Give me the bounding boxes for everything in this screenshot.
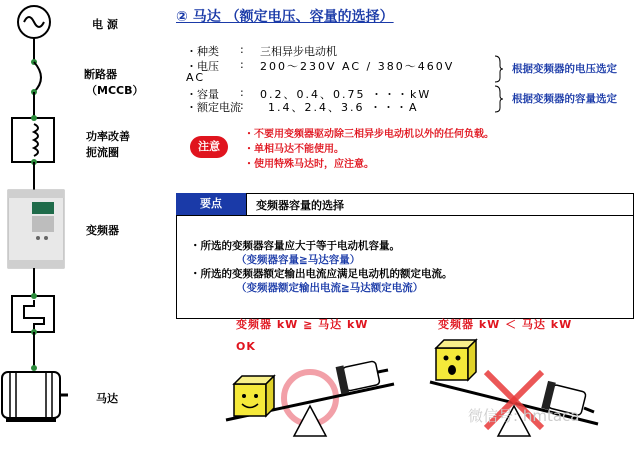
keypoint-tag: 要点 [176, 193, 247, 215]
caution-badge: 注意 [190, 136, 228, 158]
spec-voltage-cont: AC [186, 71, 206, 84]
spec-voltage-value: 200～230V AC / 380～460V [260, 60, 455, 73]
spec-type-label: ・种类 [186, 45, 219, 58]
label-reactor-line2: 扼流圈 [86, 146, 119, 159]
caution-line-1: ・不要用变频器驱动除三相异步电动机以外的任何负载。 [244, 129, 494, 140]
reactor-icon [12, 115, 54, 165]
spec-current-value: 1.4、2.4、3.6 ・・・A [268, 101, 419, 114]
keypoint-bullet-1: ・所选的变频器容量应大于等于电动机容量。 [190, 240, 400, 252]
breaker-icon [31, 59, 41, 95]
compare-left-text: 变频器 kW ≧ 马达 kW [236, 318, 369, 331]
spec-current-label: ・额定电流 [186, 101, 241, 114]
caution-line-3: ・使用特殊马达时，应注意。 [244, 159, 374, 170]
keypoint-bullet-1-sub: （变频器容量≧马达容量） [236, 254, 361, 266]
keypoint-bullet-2-sub: （变频器额定输出电流≧马达额定电流） [236, 282, 424, 294]
watermark: 微信号: hmtaca [468, 407, 580, 425]
motor-icon [2, 372, 68, 422]
spec-capacity-label: ・容量 [186, 88, 219, 101]
label-breaker: 断路器 [84, 68, 117, 81]
label-motor: 马达 [96, 392, 118, 405]
output-filter-icon [12, 293, 54, 335]
label-reactor-line1: 功率改善 [86, 130, 130, 143]
ac-source-icon [18, 6, 50, 38]
spec-capacity-value: 0.2、0.4、0.75 ・・・kW [260, 88, 432, 101]
seesaw-ng-illustration [424, 324, 604, 444]
spec-voltage-colon: : [240, 58, 244, 71]
spec-voltage-label: ・电压 [186, 60, 219, 73]
inverter-unit-icon [8, 190, 64, 268]
spec-capacity-colon: : [240, 86, 244, 99]
inverter-cube-happy-icon [234, 376, 274, 416]
label-inverter: 变频器 [86, 224, 119, 237]
spec-type-colon: : [240, 43, 244, 56]
spec-type-value: 三相异步电动机 [260, 45, 337, 58]
ok-label: OK [236, 340, 256, 353]
spec-brackets [493, 54, 505, 116]
seesaw-ok-illustration [220, 344, 400, 444]
note-voltage-selection: 根据变频器的电压选定 [512, 63, 617, 75]
spec-current-colon: : [240, 99, 244, 112]
power-circuit-diagram [0, 0, 70, 451]
label-power: 电 源 [92, 18, 118, 31]
caution-line-2: ・单相马达不能使用。 [244, 144, 344, 155]
page-title: ② 马达 （额定电压、容量的选择） [176, 9, 394, 25]
inverter-cube-shocked-icon [436, 340, 476, 380]
keypoint-bullet-2: ・所选的变频器额定输出电流应满足电动机的额定电流。 [190, 268, 453, 280]
keypoint-title: 变频器容量的选择 [256, 199, 344, 212]
note-capacity-selection: 根据变频器的容量选定 [512, 93, 617, 105]
compare-right-text: 变频器 kW ＜ 马达 kW [438, 318, 573, 331]
label-breaker-sub: （MCCB） [86, 84, 144, 97]
